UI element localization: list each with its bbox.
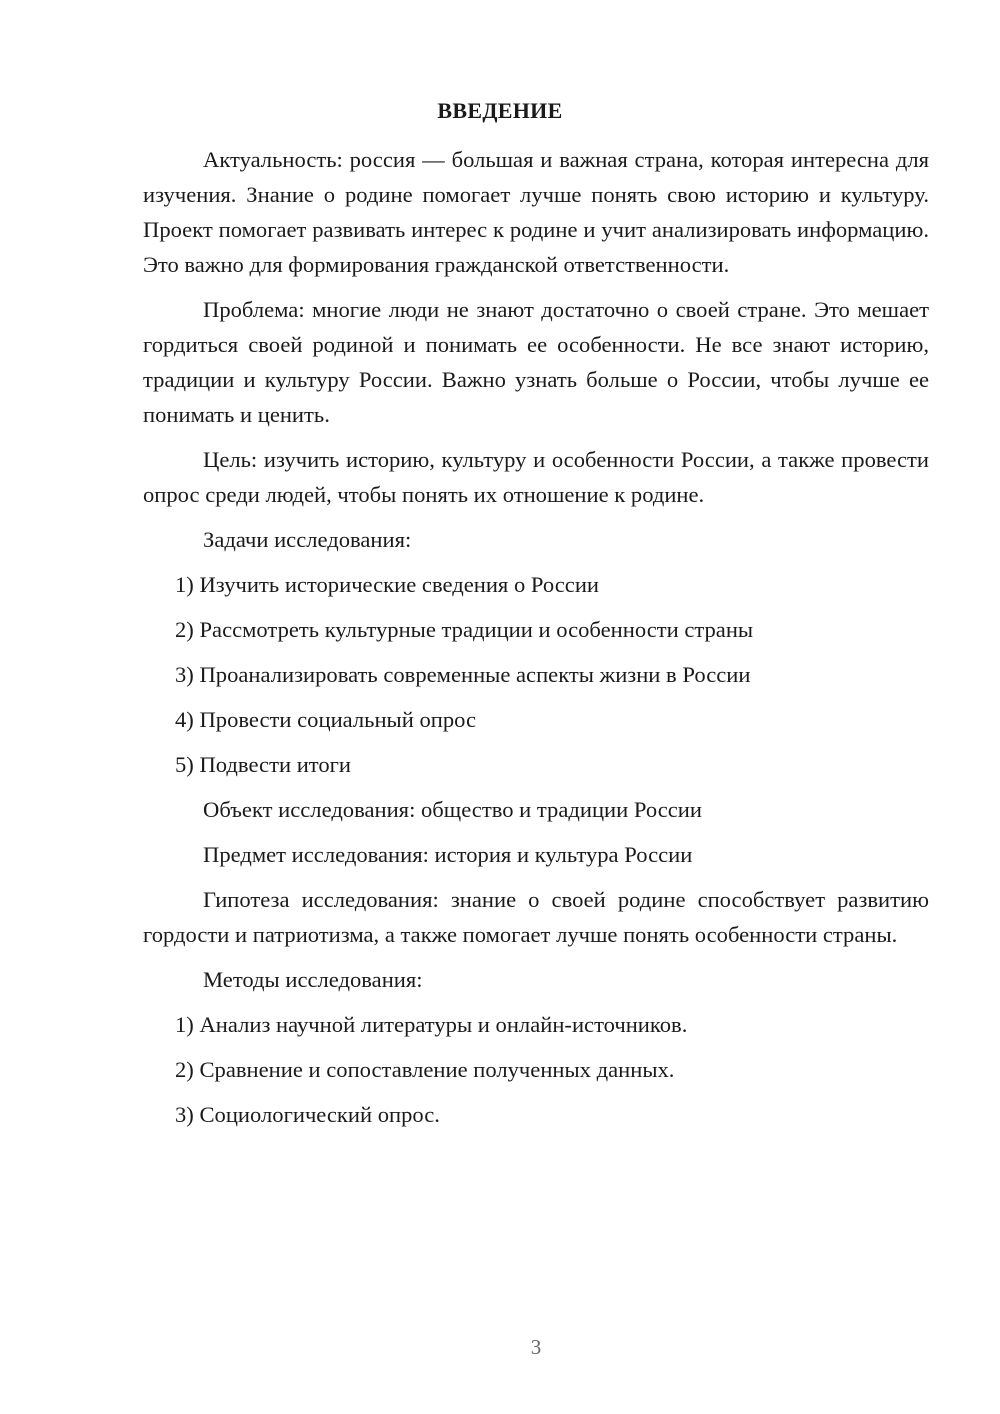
subject-line: Предмет исследования: история и культура России [203,842,693,867]
document-body [143,142,929,1142]
page-number: 3 [530,1335,542,1359]
task-item: 3) Проанализировать современные аспекты жизни в России [175,662,751,687]
method-item: 2) Сравнение и сопоставление полученных данных. [175,1057,675,1082]
goal-paragraph: Цель: изучить историю, культуру и особенности России, а также провести опрос среди людей, чтобы понять их отношение к родине. [143,447,929,507]
task-item: 2) Рассмотреть культурные традиции и особенности страны [175,617,754,642]
method-item: 3) Социологический опрос. [175,1102,440,1127]
tasks-heading: Задачи исследования: [203,527,412,552]
hypothesis-paragraph: Гипотеза исследования: знание о своей родине способствует развитию гордости и патриотизма, а также помогает лучше понять особенности страны. [143,887,929,947]
page-title: ВВЕДЕНИЕ [437,98,563,123]
methods-heading: Методы исследования: [203,967,423,992]
task-item: 5) Подвести итоги [175,752,352,777]
method-item: 1) Анализ научной литературы и онлайн-источников. [175,1012,688,1037]
relevance-paragraph: Актуальность: россия — большая и важная страна, которая интересна для изучения. Знание о родине помогает лучше понять свою историю и культуру. Проект помогает развивать интерес к родине и учит анализировать информацию. Это важно для формирования гражданской ответственности. [143,147,929,277]
problem-paragraph: Проблема: многие люди не знают достаточно о своей стране. Это мешает гордиться своей родиной и понимать ее особенности. Не все знают историю, традиции и культуру России. Важно узнать больше о России, чтобы лучше ее понимать и ценить. [143,297,929,427]
task-item: 1) Изучить исторические сведения о России [175,572,600,597]
object-line: Объект исследования: общество и традиции России [203,797,702,822]
task-item: 4) Провести социальный опрос [175,707,477,732]
